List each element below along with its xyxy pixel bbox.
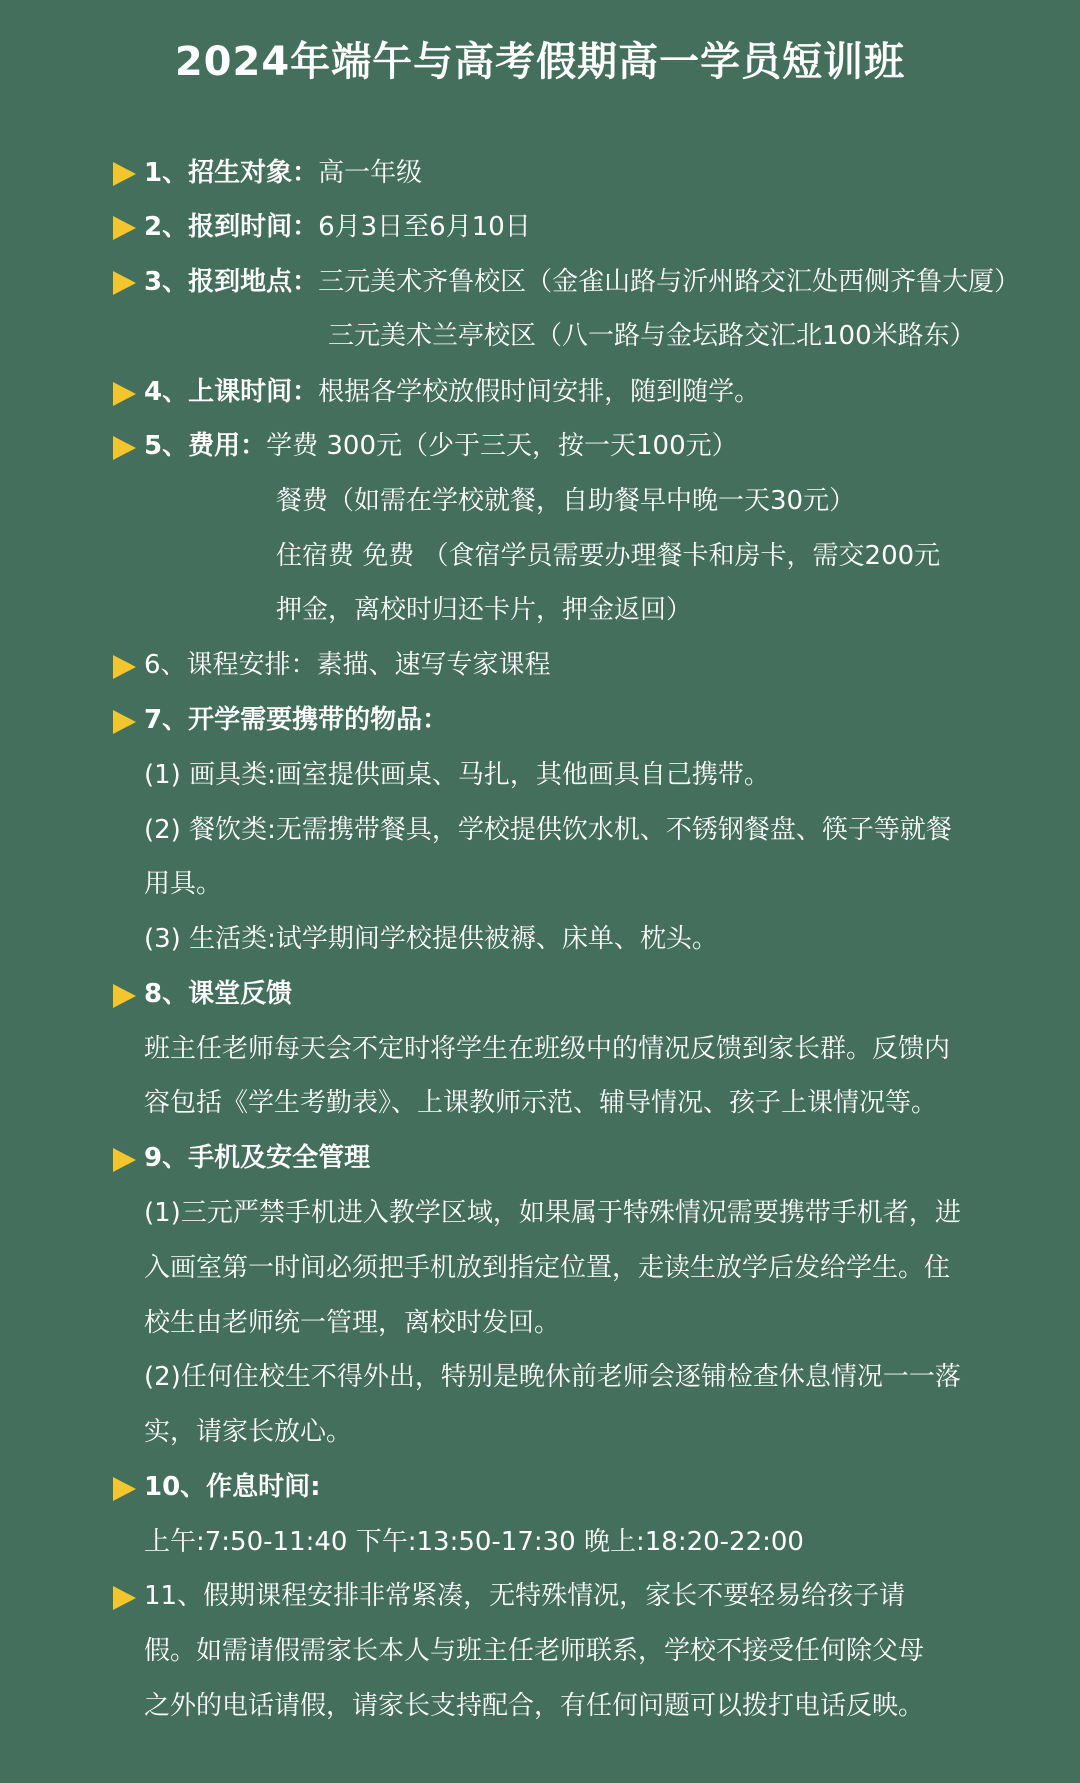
bullet-triangle-icon <box>113 162 136 186</box>
item-6: 6、课程安排：素描、速写专家课程 <box>144 650 551 680</box>
item-7-line-2: (2) 餐饮类:无需携带餐具，学校提供饮水机、不锈钢餐盘、筷子等就餐 <box>144 815 952 845</box>
item-4-label: 4、上课时间： <box>144 377 319 407</box>
item-5-fee-4: 押金，离校时归还卡片，押金返回） <box>276 595 693 625</box>
bullet-triangle-icon <box>113 1586 136 1610</box>
item-9-line-3: 校生由老师统一管理，离校时发回。 <box>144 1308 561 1338</box>
page-title: 2024年端午与高考假期高一学员短训班 <box>174 39 906 85</box>
item-9-line-5: 实，请家长放心。 <box>144 1417 353 1447</box>
bullet-triangle-icon <box>113 436 136 460</box>
bullet-triangle-icon <box>113 1477 136 1501</box>
item-8-line-2: 容包括《学生考勤表》、上课教师示范、辅导情况、孩子上课情况等。 <box>144 1088 938 1118</box>
item-1-value: 高一年级 <box>318 158 423 188</box>
item-9-label: 9、手机及安全管理 <box>144 1143 371 1173</box>
item-9-line-1: (1)三元严禁手机进入教学区域，如果属于特殊情况需要携带手机者，进 <box>144 1198 961 1228</box>
item-2-label: 2、报到时间： <box>144 212 319 242</box>
item-7-line-1: (1) 画具类:画室提供画桌、马扎，其他画具自己携带。 <box>144 760 770 790</box>
bullet-triangle-icon <box>113 984 136 1008</box>
item-7-label: 7、开学需要携带的物品： <box>144 705 449 735</box>
item-8-label: 8、课堂反馈 <box>144 979 293 1009</box>
item-7-line-3: (3) 生活类:试学期间学校提供被褥、床单、枕头。 <box>144 924 718 954</box>
bullet-triangle-icon <box>113 271 136 295</box>
item-3-value-1: 三元美术齐鲁校区（金雀山路与沂州路交汇处西侧齐鲁大厦） <box>318 267 1021 297</box>
bullet-triangle-icon <box>113 710 136 734</box>
item-2 <box>144 214 531 240</box>
item-5-fee-3: 住宿费 免费 （食宿学员需要办理餐卡和房卡，需交200元 <box>276 541 941 571</box>
item-9-line-2: 入画室第一时间必须把手机放到指定位置，走读生放学后发给学生。住 <box>144 1253 951 1283</box>
item-10-schedule: 上午:7:50-11:40 下午:13:50-17:30 晚上:18:20-22:00 <box>144 1527 804 1557</box>
item-11-line-2: 假。如需请假需家长本人与班主任老师联系，学校不接受任何除父母 <box>144 1636 925 1666</box>
item-4-value: 根据各学校放假时间安排，随到随学。 <box>318 377 761 407</box>
item-5-fee-1: 学费 300元（少于三天，按一天100元） <box>266 431 738 461</box>
item-3-label: 3、报到地点： <box>144 267 319 297</box>
item-11-line-1: 11、假期课程安排非常紧凑，无特殊情况，家长不要轻易给孩子请 <box>144 1581 906 1611</box>
bullet-triangle-icon <box>113 216 136 240</box>
bullet-triangle-icon <box>113 655 136 679</box>
item-5-label: 5、费用： <box>144 431 267 461</box>
item-5 <box>144 433 738 459</box>
bullet-triangle-icon <box>113 1148 136 1172</box>
item-2-value: 6月3日至6月10日 <box>318 212 531 242</box>
item-3-value-2: 三元美术兰亭校区（八一路与金坛路交汇北100米路东） <box>328 321 976 351</box>
item-3 <box>144 269 1020 295</box>
item-4 <box>144 379 760 405</box>
item-5-fee-2: 餐费（如需在学校就餐，自助餐早中晚一天30元） <box>276 486 856 516</box>
item-1 <box>144 160 422 186</box>
item-9-line-4: (2)任何住校生不得外出，特别是晚休前老师会逐铺检查休息情况一一落 <box>144 1362 961 1392</box>
item-1-label: 1、招生对象： <box>144 158 319 188</box>
item-11-line-3: 之外的电话请假，请家长支持配合，有任何问题可以拨打电话反映。 <box>144 1691 925 1721</box>
item-8-line-1: 班主任老师每天会不定时将学生在班级中的情况反馈到家长群。反馈内 <box>144 1034 951 1064</box>
item-10-label: 10、作息时间: <box>144 1472 321 1502</box>
item-7-line-2b: 用具。 <box>144 869 223 899</box>
bullet-triangle-icon <box>113 382 136 406</box>
